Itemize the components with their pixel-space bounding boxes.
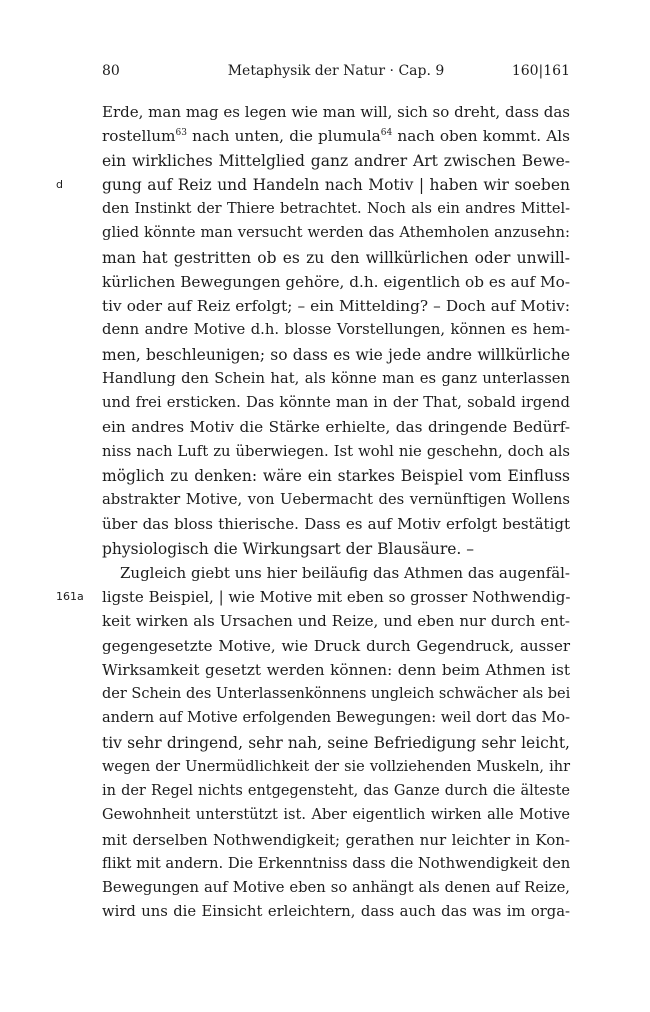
page-number: 80 [102, 63, 120, 79]
text-line: Gewohnheit unterstützt ist. Aber eigentlich wirken alle Motive [102, 807, 570, 824]
text-line: Wirksamkeit gesetzt werden können: denn beim Athmen ist [102, 660, 570, 679]
text-line: ein andres Motiv die Stärke erhielte, das dringende Bedürf- [102, 418, 570, 437]
running-header [102, 60, 570, 82]
text-line: ein wirkliches Mittelglied ganz andrer Art zwischen Bewe- [102, 151, 570, 170]
text-run: nach oben kommt. Als [392, 127, 570, 146]
text-run: rostellum [102, 127, 176, 146]
footnote-ref: 63 [175, 128, 187, 139]
original-pagination: 160|161 [511, 63, 570, 79]
text-run: nach unten, die plumula [186, 127, 381, 146]
text-line: über das bloss thierische. Dass es auf Motiv erfolgt bestätigt [102, 515, 570, 534]
text-line: physiologisch die Wirkungsart der Blausäure. – [102, 539, 475, 558]
text-line: der Schein des Unterlassenkönnens ungleich schwächer als bei [102, 686, 571, 702]
text-line: gegengesetzte Motive, wie Druck durch Gegendruck, ausser [102, 636, 570, 655]
text-line: mit derselben Nothwendigkeit; gerathen nur leichter in Kon- [102, 830, 570, 849]
text-line: Handlung den Schein hat, als könne man es ganz unterlassen [102, 369, 570, 387]
text-line: tiv oder auf Reiz erfolgt; – ein Mittelding? – Doch auf Motiv: [102, 297, 570, 315]
text-line: den Instinkt der Thiere betrachtet. Noch als ein andres Mittel- [102, 201, 570, 217]
text-line [56, 173, 570, 197]
text-line: man hat gestritten ob es zu den willkürlichen oder unwill- [102, 248, 570, 267]
footnote-ref: 64 [380, 128, 393, 139]
text-line: Bewegungen auf Motive eben so anhängt als denen auf Reize, [102, 879, 570, 896]
text-line: Zugleich giebt uns hier beiläufig das Athmen das augenfäl- [120, 563, 570, 582]
text-line: Erde, man mag es legen wie man will, sich so dreht, dass das [102, 103, 570, 121]
text-run: gung auf Reiz und Handeln nach Motiv | haben wir soeben [102, 175, 570, 194]
body-text [56, 100, 571, 925]
text-line: kürlichen Bewegungen gehöre, d.h. eigentlich ob es auf Mo- [102, 272, 570, 291]
running-title: Metaphysik der Natur · Cap. 9 [227, 63, 445, 79]
text-line: in der Regel nichts entgegensteht, das Ganze durch die älteste [102, 783, 570, 799]
text-line: glied könnte man versucht werden das Athemholen anzusehn: [102, 224, 570, 242]
margin-note: 161a [56, 590, 84, 603]
text-line: möglich zu denken: wäre ein starkes Beispiel vom Einfluss [102, 466, 570, 485]
text-line: niss nach Luft zu überwiegen. Ist wohl nie geschehn, doch als [102, 442, 570, 460]
text-line: wegen der Unermüdlichkeit der sie vollziehenden Muskeln, ihr [102, 758, 570, 775]
text-run: ligste Beispiel, | wie Motive mit eben so grosser Nothwendig- [102, 588, 571, 606]
text-line: men, beschleunigen; so dass es wie jede andre willkürliche [102, 345, 570, 364]
text-line [56, 585, 571, 609]
text-line: wird uns die Einsicht erleichtern, dass auch das was im orga- [102, 903, 570, 921]
text-line: abstrakter Motive, von Uebermacht des vernünftigen Wollens [102, 491, 570, 508]
text-line: denn andre Motive d.h. blosse Vorstellungen, können es hem- [102, 321, 570, 339]
text-line: flikt mit andern. Die Erkenntniss dass die Nothwendigkeit den [102, 854, 571, 872]
text-line: und frei ersticken. Das könnte man in der That, sobald irgend [102, 394, 570, 411]
text-line: andern auf Motive erfolgenden Bewegungen: weil dort das Mo- [102, 710, 570, 727]
text-line [102, 124, 570, 148]
text-line: keit wirken als Ursachen und Reize, und eben nur durch ent- [102, 612, 570, 631]
margin-note: d [56, 177, 63, 191]
text-line: tiv sehr dringend, sehr nah, seine Befriedigung sehr leicht, [102, 733, 570, 752]
